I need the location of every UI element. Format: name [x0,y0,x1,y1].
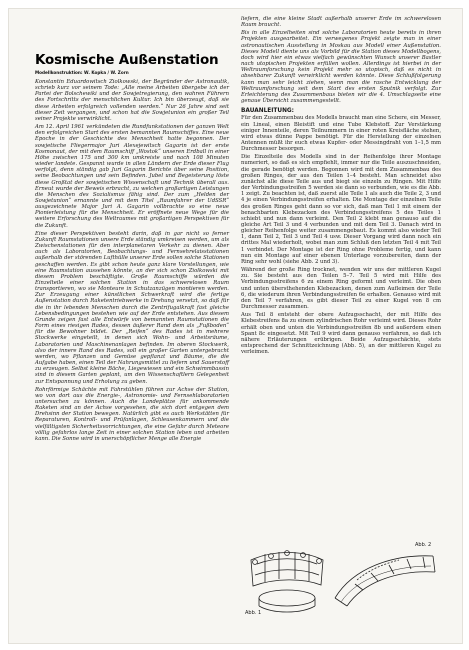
ring-segment-drawing [251,551,323,612]
figure-label-abb1: Abb. 1 [245,610,262,616]
paragraph: Die Einzelteile des Modells sind in der Reihenfolge ihrer Montage numeriert, so daß es sich empfiehlt, immer nur die Teile auszuschneiden, die gerade benötigt werden. Begonnen wird mit dem Zusammenbau des großen Ringes, der aus den Teilen 1–4 besteht. Man schneidet also zunächst alle diese Teile aus und biegt sie einzeln zu Ringen. Mit Hilfe der Verbindungsstreifen 5 werden sie dann so verbunden, wie es die Abb. 1 zeigt. Zu beachten ist, daß zuerst alle Teile 1 als auch die Teile 2, 3 und 4 je einen Verbindungsstreifen erhalten. Die Montage der einzelnen Teile des großen Ringes geht dann so vor sich, daß man Teil 1 mit einem der benachbarten Klebezacken des Verbindungsstreifens 5 des Teiles 1 schiebt und nun dann verleimt. Den Teil 2 klebt man genauso auf die gleiche Art Teil 3 und 4 verbunden und mit dem Teil 3. Danach wird in gleicher Reihenfolge weiter zusammengebaut. Es kommt also wieder Teil 1, dann Teil 2, Teil 3 und Teil 4 usw. Dieser Vorgang wird dann noch ein drittes Mal wiederholt, wobei man zum Schluß den letzten Teil 4 mit Teil 1 verbindet. Der Montage ist der Ring ohne Probleme fertig, und kann nun ein Montage auf einer ebenen Unterlage vorzubereiten, dann der Ring sehr wohl (siehe Abb. 2 und 3). [241,154,441,265]
article-title: Kosmische Außenstation [35,52,219,68]
figure-label-abb2: Abb. 2 [415,542,432,548]
paragraph: Rohrförmige Schächte mit Fahrstühlen führen zur Achse der Station, wo von dort aus die Energie-, Astronomie- und Fernsehlaboratorien untersuchen zu können. Auch die Landeplätze für ankommende Raketen sind an der Achse vorgesehen, die sich dort entgegen dem Drehsinn der Station bewegen. Natürlich gibt es auch Werkstätten für Reparaturen, Kontroll- und Prüfanlagen, Schleusenkammern und die vielfältigsten Sicherheitsvorrichtungen, die eine Gefahr durch Meteore völlig gefahrlos lange Zeit in einer solchen Station leben und arbeiten kann. Die Sonne wird in unerschöpflicher Menge alle Energie [35,386,229,442]
curved-segment-drawing [335,556,435,606]
section-heading: BAUANLEITUNG: [241,108,294,115]
paragraph: Am 12. April 1961 verkündeten die Rundfunkstationen der ganzen Welt den erfolgreichen Start des ersten bemannten Raumschiffes. Eine neue Epoche in der Geschichte des Menschheit hatte begonnen. Der sowjetische Fliegermajor Juri Alexejewitsch Gagarin ist der erste Kosmonaut, der mit dem Raumschiff „Wostok“ unseren Erdball in einer Höhe zwischen 175 und 300 km umkreiste und nach 108 Minuten wieder landete. Gespannt wurde in allen Ländern der Erde dieser Flug verfolgt, denn ständig gab Juri Gagarin Berichte über seine Position, seine Beobachtungen und sein Befinden. Jubel und Begeisterung löste diese Großtat der sowjetischen Wissenschaft und Technik überall aus. Erneut wurde der Beweis erbracht, zu welchen großartigen Leistungen die Menschen des Sozialismus fähig sind. Der zum „Helden der Sowjetunion“ ernannte und mit dem Titel „Raumfahrer der UdSSR“ ausgezeichnete Major Juri A. Gagarin vollbrachte so eine neue Pionierleistung für die Menschheit. Er eröffnete neue Wege für die weitere Erforschung des Weltraumes mit großartigen Perspektiven für die Zukunft. [35,124,229,229]
assembly-illustration [243,540,443,618]
article-byline: Modellkonstruktion: W. Kopka / W. Zorn [35,70,129,75]
magazine-page [8,8,463,644]
paragraph: Bis in alle Einzelheiten sind solche Laboratorien heute bereits in ihren Projekten ausgearbeitet. Ein verwegenes Projekt zeigte man in einer astronautischen Ausstellung in Moskau aus Modell einer Außenstation. Dieses Modell diente uns als Vorbild für die Station dieses Modellbogens, doch wird hier ein etwas vielfach gewünschten Wunsch unserer Bastler nach utopischen Projekten erfüllen wollen. Allerdings ist hierbei in der Weltraumforschung kein Projekt mehr so utopisch, daß es nicht in absehbarer Zukunft verwirklicht werden könnte. Diese Schlußfolgerung kann man sehr leicht ziehen, wenn man die rasche Entwicklung der Weltraumforschung seit dem Start des ersten Sputnik verfolgt. Zur Erleichterung des Zusammenbaus bieten wir die 4. Umschlagseite eine genaue Übersicht zusammengestellt. [241,30,441,105]
assembly-figures [243,540,443,618]
paragraph-intro: Konstantin Eduardowitsch Ziolkowski, der Begründer der Astronautik, schrieb kurz vor seinem Tode: „Alle meine Arbeiten übergebe ich der Partei der Bolschewiki und der Sowjetregierung, den wahren Führern des Fortschritts der menschlichen Kultur. Ich bin überzeugt, daß sie diese Arbeiten erfolgreich vollenden werden.“ Nur 26 Jahre sind seit dieser Zeit vergangen, und schon hat die Sowjetunion ein großer Teil seiner Projekte verwirklicht. [35,79,229,122]
right-column [241,16,441,355]
paragraph: Während der große Ring trocknet, wenden wir uns der mittleren Kugel zu. Sie besteht aus den Teilen 5–7. Teil 5 wird mit Hilfe des Verbindungsstreifens 6 zu einem Ring geformt und verleimt. Die oben und unten übersthehenden Klebezacken, denen zum Aufleimen der Teile 6, die wiederum ihren Verbindungsstreifen 6e erhalten. Genauso wird mit den Teil 7 verfahren, es gibt dieser Teil zu einer Kugel von 8 cm Durchmesser zusammen. [241,267,441,311]
paragraph: liefern, die eine kleine Stadt außerhalb unserer Erde im schwerelosen Raum braucht. [241,16,441,29]
paragraph: Für den Zusammenbau des Modells braucht man eine Schere, ein Messer, ein Lineal, einen Bleistift und eine Tube Klebstoff. Zur Verstärkung einiger Innenteile, deren Teilnummern in einer roten Kreisfläche stehen, wird etwas dünne Pappe benötigt. Für die Herstellung der einzelnen Antennen müßt ihr euch etwas Kupfer- oder Messingdraht von 1–1,5 mm Durchmesser besorgen. [241,115,441,153]
left-column [35,79,229,442]
paragraph: Eine dieser Perspektiven besteht darin, daß in gar nicht so ferner Zukunft Raumstationen unsere Erde ständig umkreisen werden, um als Zwischenstationen für den interplanetaren Verkehr zu dienen. Aber auch als Laboratorien, Beobachtungs- und Fernsehrelaisstationen außerhalb der störenden Lufthülle unserer Erde sollen solche Stationen geschaffen werden. Es gibt schon heute ganz klare Vorstellungen, wie eine Raumstation aussehen könnte, an der sich schon Ziolkowski mit diesem Problem beschäftigte. Große Raumschiffe würden die Einzelteile einer solchen Station in das schwerelosen Raum transportieren, wo sie Monteure in Schutzanzügen montieren werden. Zur Erzeugung einer künstlichen Schwerkraft wird die fertige Außenstation durch Raketentriebwerke in Drehung versetzt, so daß für die in ihr lebenden Menschen durch die Zentrifugalkraft fast gleiche Lebensbedingungen bestehen wie auf der Erde entstehen. Aus diesem Grunde zeigen fast alle Entwürfe von bemannten Raumstationen die Form eines riesigen Rades, dessen äußerer Rand dem als „Fußboden“ für die Bewohner bildet. Der „Reifen“ des Rades ist in mehrere Stockwerke eingeteilt, in denen sich Wohn- und Arbeitsräume, Laboratorien und Maschinenanlagen befinden. Im oberen Stockwerk, also der innere Rand des Rades, soll ein großer Garten untergebracht werden, wo Pflanzen und Gemüse gepflanzt und Bäume, die die Aufgabe haben, einen Teil der Nahrungsmittel zu liefern und Sauerstoff zu erzeugen. Selbst kleine Bäche, Liegewiesen und ein Schwimmbassin sind in diesem Garten geplant, um den Wissenschaftlern Gelegenheit zur Entspannung und Erholung zu geben. [35,230,230,385]
paragraph: Aus Teil 8 entsteht der obere Aufzugsschacht, der mit Hilfe des Klebestreifens 8a zu einem zylindrischen Rohr verleimt wird. Dieses Rohr erhält oben und unten die Verbindungsstreifen 8b und außerdem einen Spant 8c eingesetzt. Mit Teil 9 wird dann genauso verfahren, so daß ich nähere Erläuterungen erübrigen. Beide Aufzugsschächte, stets entsprechend der Schnittzeichnung (Abb. 5), an der mittleren Kugel zu verleimen. [241,312,441,356]
